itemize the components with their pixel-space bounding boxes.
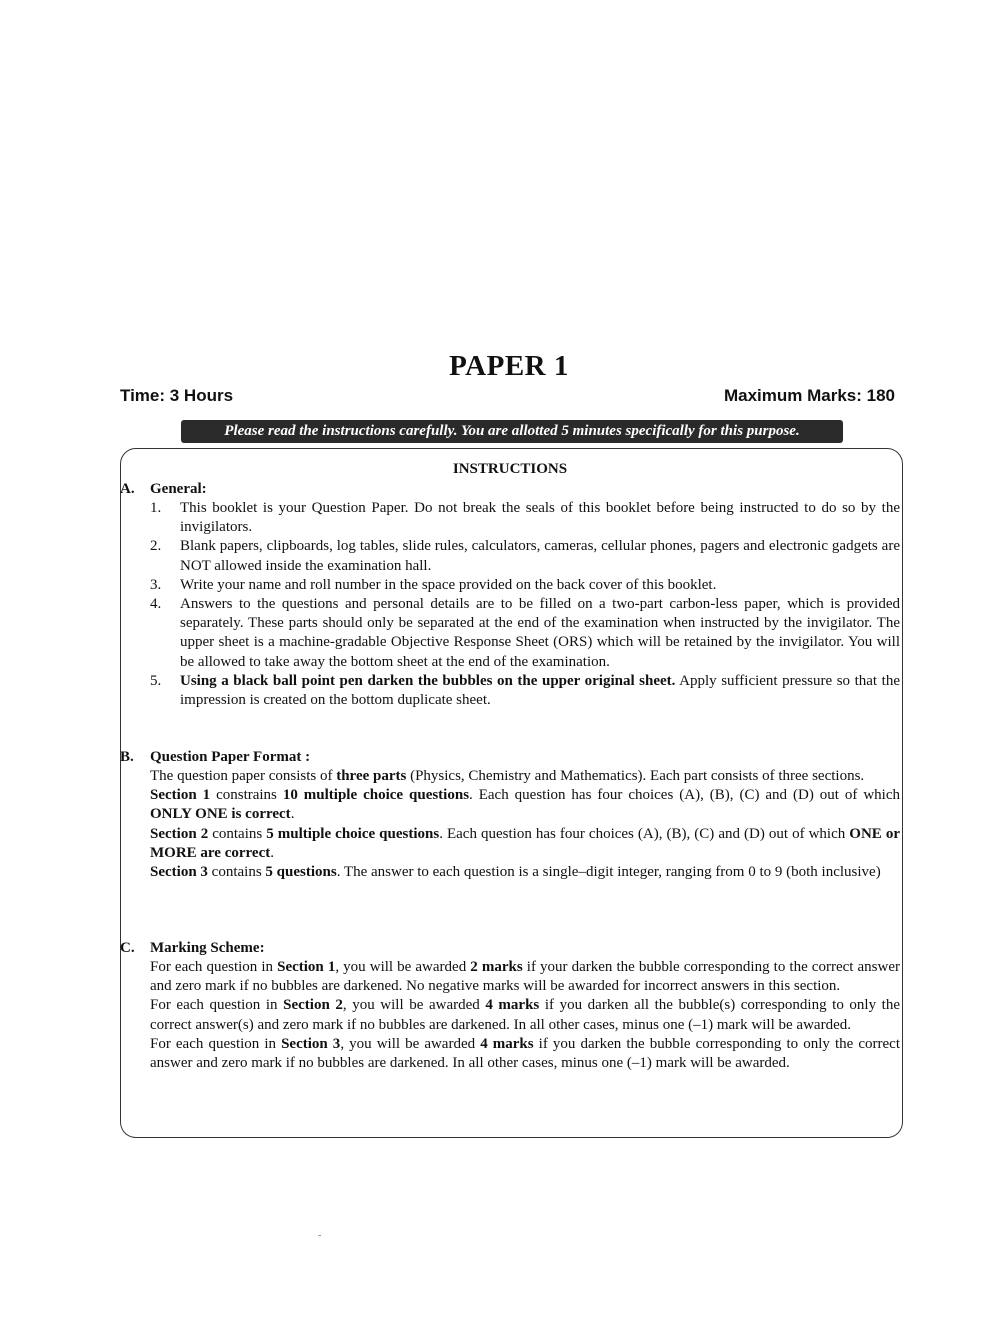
page-title: PAPER 1 [449,350,569,382]
text-emphasis: three parts [336,768,407,784]
text-emphasis: ONLY ONE is correct [150,806,291,823]
item-text: This booklet is your Question Paper. Do not break the seals of this booklet before being instructed to do so by the invigilators. [180,500,900,536]
item-number: 3. [150,576,162,593]
text-run: . Each question has four choices (A), (B), (C) and (D) out of which [469,787,900,804]
marking-paragraph [150,996,900,1034]
item-emphasis: Using a black ball point pen darken the bubbles on the upper original sheet. [180,672,676,689]
text-emphasis: 4 marks [480,1035,534,1052]
text-run: if you darken the bubble corresponding to only the correct answer and zero mark if no bubbles are darkened. In all other cases, minus one (–1) mark will be awarded. [150,1035,900,1072]
section-title: Marking Scheme: [150,940,265,956]
section-letter: C. [120,940,135,956]
maximum-marks: Maximum Marks: 180 [723,386,895,405]
section-letter: A. [120,481,135,497]
text-run: For each question in [150,1035,282,1052]
text-run: if your darken the bubble corresponding to the correct answer and zero mark if no bubbles are darkened. No negative marks will be awarded for incorrect answers in this section. [150,959,900,995]
instructions-heading: INSTRUCTIONS [452,461,568,477]
list-item [150,537,900,575]
item-number: 1. [150,500,162,516]
text-emphasis: 4 marks [485,997,540,1014]
text-emphasis: Section 3 [150,864,208,881]
list-item [150,576,900,595]
text-run: . [270,844,274,861]
text-run: , you will be awarded [342,997,486,1014]
list-item [150,595,900,672]
text-run: constrains [210,787,283,804]
text-emphasis: Section 1 [150,787,211,804]
general-list [150,499,900,710]
text-emphasis: 2 marks [470,959,523,975]
item-number: 5. [150,672,162,689]
section-title: Question Paper Format : [150,749,311,765]
text-run: For each question in [150,997,284,1014]
item-text: Blank papers, clipboards, log tables, slide rules, calculators, cameras, cellular phones, pagers and electronic gadgets are NOT allowed inside the examination hall. [180,538,900,574]
format-paragraph [150,863,900,882]
text-emphasis: Section 2 [150,825,209,842]
text-emphasis: 5 questions [265,864,337,881]
instruction-notice-banner: Please read the instructions carefully. You are allotted 5 minutes specifically for this purpose. [181,420,843,443]
exam-duration: Time: 3 Hours [120,386,234,405]
item-number: 2. [150,538,162,555]
text-run: The question paper consists of [150,768,337,784]
text-emphasis: Section 3 [281,1035,341,1052]
format-paragraph [150,786,900,824]
text-run: For each question in [150,959,278,975]
text-run: , you will be awarded [335,959,471,975]
format-body [150,767,900,882]
marking-paragraph [150,958,900,996]
section-letter: B. [120,749,134,765]
text-emphasis: ONE or MORE are correct [150,825,900,861]
text-run: if you darken all the bubble(s) corresponding to only the correct answer(s) and zero mark if no bubbles are darkened. In all other cases, minus one (–1) mark will be awarded. [150,997,900,1033]
marking-paragraph [150,1035,900,1073]
text-run: (Physics, Chemistry and Mathematics). Each part consists of three sections. [406,768,865,784]
text-emphasis: Section 1 [277,959,336,975]
section-title: General: [150,481,207,497]
text-emphasis: 5 multiple choice questions [266,825,440,842]
format-paragraph [150,767,900,786]
item-number: 4. [150,596,162,613]
text-run: . The answer to each question is a single–digit integer, ranging from 0 to 9 (both inclusive) [336,864,881,881]
text-run: . [290,806,295,823]
item-text: Answers to the questions and personal details are to be filled on a two-part carbon-less paper, which is provided separately. These parts should only be separated at the end of the examination when instructed by the invigilator. The upper sheet is a machine-gradable Objective Response Sheet (ORS) which will be retained by the invigilator. You will be allowed to take away the bottom sheet at the end of the examination. [180,596,900,670]
list-item [150,499,900,537]
text-emphasis: 10 multiple choice questions [282,787,470,804]
text-run: contains [207,864,266,881]
text-run: . Each question has four choices (A), (B), (C) and (D) out of which [439,825,850,842]
text-emphasis: Section 2 [283,997,343,1014]
marking-body [150,958,900,1073]
list-item [150,672,900,710]
item-text: Write your name and roll number in the space provided on the back cover of this booklet. [180,576,717,593]
page-mark: - [318,1230,322,1241]
text-run: contains [208,825,267,842]
item-text: Apply sufficient pressure so that the impression is created on the bottom duplicate sheet. [180,672,900,709]
format-paragraph [150,825,900,863]
text-run: , you will be awarded [340,1035,481,1052]
